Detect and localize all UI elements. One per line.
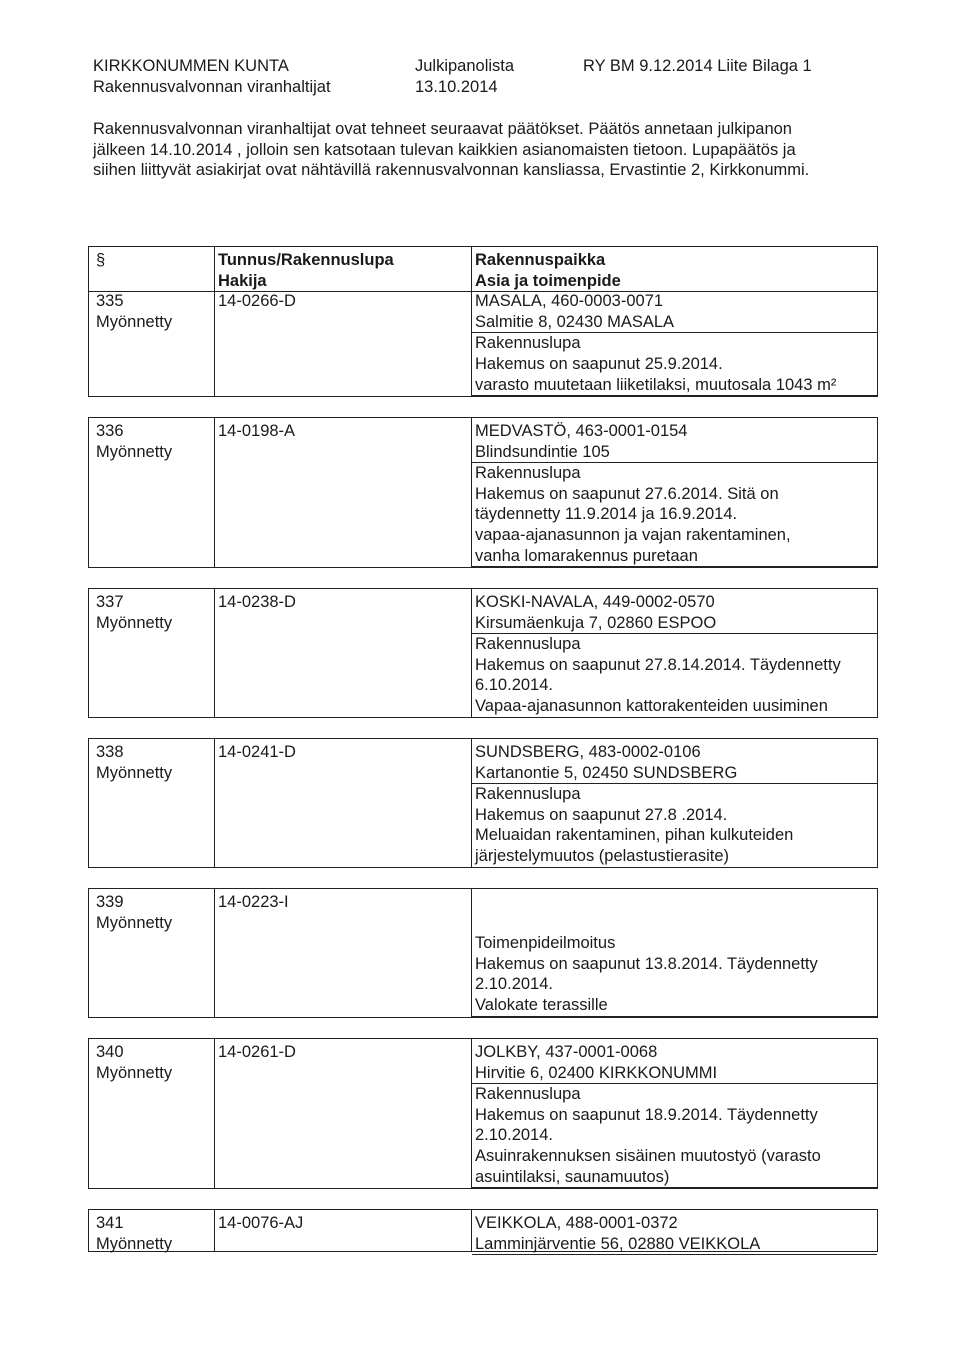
application-details: Hakemus on saapunut 13.8.2014. Täydennetty bbox=[475, 954, 818, 973]
application-details: täydennetty 11.9.2014 ja 16.9.2014. bbox=[475, 505, 738, 524]
permit-cell bbox=[214, 418, 471, 567]
decision-status: Myönnetty bbox=[96, 442, 173, 461]
decision-338 bbox=[88, 738, 878, 868]
measure-description: vapaa-ajanasunnon ja vajan rakentaminen, bbox=[475, 525, 791, 544]
decision-number: 341 bbox=[96, 1214, 124, 1232]
column-header-tunnus: Tunnus/Rakennuslupa bbox=[218, 251, 394, 269]
permit-id: 14-0198-A bbox=[218, 422, 296, 440]
street-address: Kirsumäenkuja 7, 02860 ESPOO bbox=[472, 613, 877, 635]
department-name: Rakennusvalvonnan viranhaltijat bbox=[93, 77, 331, 96]
permit-cell bbox=[214, 739, 471, 867]
details-cell bbox=[471, 589, 877, 717]
document-reference: RY BM 9.12.2014 Liite Bilaga 1 bbox=[583, 57, 812, 75]
section-cell bbox=[89, 1039, 214, 1188]
decision-number: 336 bbox=[96, 422, 124, 440]
application-details: 6.10.2014. bbox=[475, 676, 553, 695]
section-cell bbox=[89, 739, 214, 867]
permit-type: Rakennuslupa bbox=[475, 334, 581, 353]
property-id: KOSKI-NAVALA, 449-0002-0570 bbox=[475, 593, 715, 611]
street-address: Salmitie 8, 02430 MASALA bbox=[472, 312, 877, 334]
application-details: Hakemus on saapunut 18.9.2014. Täydennetty bbox=[475, 1105, 818, 1124]
column-header-hakija: Hakija bbox=[218, 271, 267, 290]
street-address: Lamminjärventie 56, 02880 VEIKKOLA bbox=[472, 1234, 877, 1256]
decision-number: 339 bbox=[96, 893, 124, 911]
decision-number: 335 bbox=[96, 292, 124, 311]
details-cell bbox=[471, 1210, 877, 1251]
permit-type: Rakennuslupa bbox=[475, 464, 581, 483]
header-middle bbox=[415, 56, 514, 97]
header-right bbox=[583, 56, 812, 77]
details-cell bbox=[471, 739, 877, 867]
measure-description: asuintilaksi, saunamuutos) bbox=[472, 1167, 877, 1189]
permit-id: 14-0266-D bbox=[218, 292, 296, 311]
section-cell bbox=[89, 418, 214, 567]
permit-id: 14-0238-D bbox=[218, 593, 296, 611]
section-cell bbox=[89, 247, 214, 396]
permit-id: 14-0223-I bbox=[218, 893, 289, 911]
street-address: Kartanontie 5, 02450 SUNDSBERG bbox=[472, 763, 877, 785]
spacer bbox=[96, 271, 214, 292]
list-date: 13.10.2014 bbox=[415, 77, 498, 96]
measure-description: Asuinrakennuksen sisäinen muutostyö (varasto bbox=[475, 1146, 821, 1165]
measure-description: Valokate terassille bbox=[472, 995, 877, 1017]
column-header-asia: Asia ja toimenpide bbox=[475, 271, 621, 290]
details-cell bbox=[471, 889, 877, 1017]
decision-339 bbox=[88, 888, 878, 1018]
measure-description: varasto muutetaan liiketilaksi, muutosala 1043 m² bbox=[472, 375, 877, 397]
decision-status: Myönnetty bbox=[96, 1234, 173, 1253]
empty-line bbox=[475, 892, 877, 913]
municipality-name: KIRKKONUMMEN KUNTA bbox=[93, 57, 289, 75]
decision-number: 337 bbox=[96, 593, 124, 611]
permit-type: Rakennuslupa bbox=[475, 785, 581, 804]
permit-id: 14-0076-AJ bbox=[218, 1214, 304, 1232]
decision-336 bbox=[88, 417, 878, 568]
application-details: Hakemus on saapunut 27.6.2014. Sitä on bbox=[475, 484, 779, 503]
permit-id: 14-0241-D bbox=[218, 743, 296, 761]
measure-description: Vapaa-ajanasunnon kattorakenteiden uusiminen bbox=[472, 696, 877, 718]
permit-cell bbox=[214, 589, 471, 717]
application-details: Hakemus on saapunut 25.9.2014. bbox=[475, 354, 723, 373]
permit-cell bbox=[214, 1039, 471, 1188]
decision-status: Myönnetty bbox=[96, 763, 173, 782]
empty-line bbox=[475, 913, 877, 934]
measure-description: vanha lomarakennus puretaan bbox=[472, 546, 877, 568]
street-address: Blindsundintie 105 bbox=[472, 442, 877, 464]
property-id: SUNDSBERG, 483-0002-0106 bbox=[475, 743, 701, 761]
header-left bbox=[93, 56, 331, 97]
permit-type: Rakennuslupa bbox=[475, 635, 581, 654]
list-title: Julkipanolista bbox=[415, 57, 515, 75]
permit-cell bbox=[214, 889, 471, 1017]
section-cell bbox=[89, 1210, 214, 1251]
decision-337 bbox=[88, 588, 878, 718]
details-cell bbox=[471, 247, 877, 396]
decision-number: 338 bbox=[96, 743, 124, 761]
details-cell bbox=[471, 418, 877, 567]
application-details: Hakemus on saapunut 27.8 .2014. bbox=[475, 805, 728, 824]
section-cell bbox=[89, 889, 214, 1017]
decision-number: 340 bbox=[96, 1043, 124, 1061]
property-id: MEDVASTÖ, 463-0001-0154 bbox=[475, 422, 688, 440]
column-header-paikka: Rakennuspaikka bbox=[475, 251, 606, 269]
decision-340 bbox=[88, 1038, 878, 1189]
decision-341 bbox=[88, 1209, 878, 1252]
details-cell bbox=[471, 1039, 877, 1188]
measure-description: järjestelymuutos (pelastustierasite) bbox=[472, 846, 877, 868]
decision-status: Myönnetty bbox=[96, 1063, 173, 1082]
permit-cell bbox=[214, 247, 471, 396]
intro-paragraph: Rakennusvalvonnan viranhaltijat ovat tehneet seuraavat päätökset. Päätös annetaan julkipanon jälkeen 14.10.2014 , jolloin sen katsotaan tulevan kaikkien asianomaisten tietoon. Lupapäätös ja siihen liittyvät asiakirjat ovat nähtävillä rakennusvalvonnan kansliassa, Ervastintie 2, Kirkkonummi. bbox=[93, 120, 810, 180]
application-details: 2.10.2014. bbox=[475, 975, 553, 994]
section-symbol-header: § bbox=[96, 251, 106, 269]
section-cell bbox=[89, 589, 214, 717]
street-address: Hirvitie 6, 02400 KIRKKONUMMI bbox=[472, 1063, 877, 1085]
decision-status: Myönnetty bbox=[96, 613, 173, 632]
permit-cell bbox=[214, 1210, 471, 1251]
decision-335 bbox=[88, 246, 878, 397]
decision-status: Myönnetty bbox=[96, 913, 173, 932]
decision-status: Myönnetty bbox=[96, 312, 173, 331]
measure-description: Meluaidan rakentaminen, pihan kulkuteiden bbox=[475, 826, 794, 845]
property-id: MASALA, 460-0003-0071 bbox=[475, 292, 664, 311]
property-id: JOLKBY, 437-0001-0068 bbox=[475, 1043, 658, 1061]
application-details: Hakemus on saapunut 27.8.14.2014. Täydennetty bbox=[475, 655, 841, 674]
property-id: VEIKKOLA, 488-0001-0372 bbox=[475, 1214, 678, 1232]
permit-type: Toimenpideilmoitus bbox=[475, 934, 616, 953]
application-details: 2.10.2014. bbox=[475, 1126, 553, 1145]
permit-type: Rakennuslupa bbox=[475, 1085, 581, 1104]
permit-id: 14-0261-D bbox=[218, 1043, 296, 1061]
